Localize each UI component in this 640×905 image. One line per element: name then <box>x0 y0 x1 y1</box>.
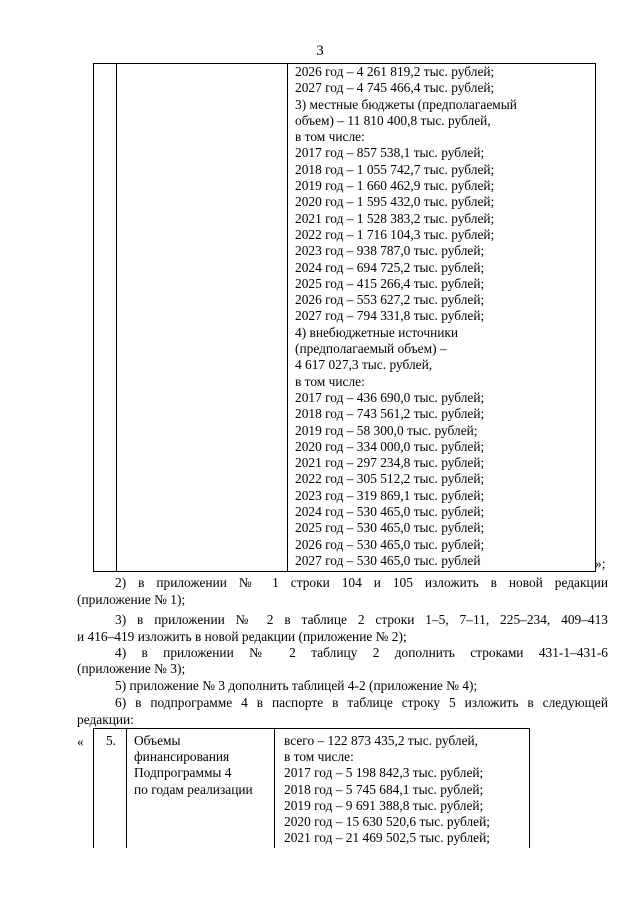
table-line: 2023 год – 319 869,1 тыс. рублей; <box>295 487 485 503</box>
table-line: 2017 год – 436 690,0 тыс. рублей; <box>295 389 485 405</box>
opening-quote: « <box>77 734 84 749</box>
row-value-cell <box>284 733 490 846</box>
paragraph-3-line-2: и 416–419 изложить в новой редакции (приложение № 2); <box>77 629 407 644</box>
table-line: 2026 год – 553 627,2 тыс. рублей; <box>295 292 485 308</box>
table-line: 2025 год – 530 465,0 тыс. рублей; <box>295 520 485 536</box>
table-line: в том числе: <box>295 129 365 145</box>
row-value-line: 2017 год – 5 198 842,3 тыс. рублей; <box>284 765 484 781</box>
paragraph-2-line-1: 2) в приложении № 1 строки 104 и 105 изложить в новой редакции <box>115 575 608 590</box>
row-value-line: 2020 год – 15 630 520,6 тыс. рублей; <box>284 814 490 830</box>
row-label-line: Объемы <box>134 733 181 748</box>
row-number: 5. <box>105 733 117 748</box>
row-value-line: 2018 год – 5 745 684,1 тыс. рублей; <box>284 781 484 797</box>
row-value-line: 2019 год – 9 691 388,8 тыс. рублей; <box>284 797 484 813</box>
paragraph-4-line-2: (приложение № 3); <box>77 661 186 676</box>
row-value-line: в том числе: <box>284 749 354 765</box>
table-line: в том числе: <box>295 373 365 389</box>
table-line: 2027 год – 794 331,8 тыс. рублей; <box>295 308 485 324</box>
table-line: 2017 год – 857 538,1 тыс. рублей; <box>295 145 485 161</box>
table-line: 2025 год – 415 266,4 тыс. рублей; <box>295 275 485 291</box>
table-line: 2020 год – 334 000,0 тыс. рублей; <box>295 438 485 454</box>
row-label-line: Подпрограммы 4 <box>134 765 232 781</box>
table-line: 2027 год – 4 745 466,4 тыс. рублей; <box>295 80 495 96</box>
table-column-divider <box>116 64 117 571</box>
table-line: 2026 год – 4 261 819,2 тыс. рублей; <box>295 64 495 79</box>
table-column-divider <box>287 64 288 571</box>
table-line: 2022 год – 305 512,2 тыс. рублей; <box>295 471 485 487</box>
table-line: 2018 год – 1 055 742,7 тыс. рублей; <box>295 161 495 177</box>
table-line: 2021 год – 1 528 383,2 тыс. рублей; <box>295 210 495 226</box>
table-line: 2020 год – 1 595 432,0 тыс. рублей; <box>295 194 495 210</box>
paragraph-6-line-1: 6) в подпрограмме 4 в паспорте в таблице строку 5 изложить в следующей <box>115 695 608 710</box>
row-label-cell <box>134 733 274 798</box>
table-line: 2022 год – 1 716 104,3 тыс. рублей; <box>295 226 495 242</box>
row-value-line: всего – 122 873 435,2 тыс. рублей, <box>284 733 479 748</box>
row-label-line: по годам реализации <box>134 781 253 797</box>
row-label-line: финансирования <box>134 749 230 765</box>
table-line: 2024 год – 694 725,2 тыс. рублей; <box>295 259 485 275</box>
table-column-divider <box>274 729 275 848</box>
table-line: (предполагаемый объем) – <box>295 341 447 357</box>
table-line: 2026 год – 530 465,0 тыс. рублей; <box>295 536 485 552</box>
table-column-divider <box>126 729 127 848</box>
funding-table-continuation <box>93 63 596 572</box>
table-line: 4 617 027,3 тыс. рублей, <box>295 357 433 373</box>
subprogram-4-passport-table <box>93 728 530 848</box>
table-line: объем) – 11 810 400,8 тыс. рублей, <box>295 112 491 128</box>
page-number: 3 <box>316 43 324 59</box>
table-line: 2027 год – 530 465,0 тыс. рублей <box>295 552 481 568</box>
paragraph-3-line-1: 3) в приложении № 2 в таблице 2 строки 1–5, 7–11, 225–234, 409–413 <box>115 612 608 627</box>
paragraph-5: 5) приложение № 3 дополнить таблицей 4-2 (приложение № 4); <box>115 678 478 693</box>
table-line: 4) внебюджетные источники <box>295 324 459 340</box>
row-value-line: 2021 год – 21 469 502,5 тыс. рублей; <box>284 830 490 846</box>
table-line: 2021 год – 297 234,8 тыс. рублей; <box>295 455 485 471</box>
table-line: 3) местные бюджеты (предполагаемый <box>295 96 517 112</box>
paragraph-6-line-2: редакции: <box>77 712 134 727</box>
table-line: 2024 год – 530 465,0 тыс. рублей; <box>295 504 485 520</box>
table-line: 2019 год – 1 660 462,9 тыс. рублей; <box>295 178 495 194</box>
closing-quote: »; <box>595 556 606 571</box>
table-line: 2019 год – 58 300,0 тыс. рублей; <box>295 422 478 438</box>
table-line: 2018 год – 743 561,2 тыс. рублей; <box>295 406 485 422</box>
table-line: 2023 год – 938 787,0 тыс. рублей; <box>295 243 485 259</box>
paragraph-2-line-2: (приложение № 1); <box>77 592 186 607</box>
funding-values-cell <box>295 64 595 569</box>
paragraph-4-line-1: 4) в приложении № 2 таблицу 2 дополнить строками 431-1–431-6 <box>115 645 608 660</box>
